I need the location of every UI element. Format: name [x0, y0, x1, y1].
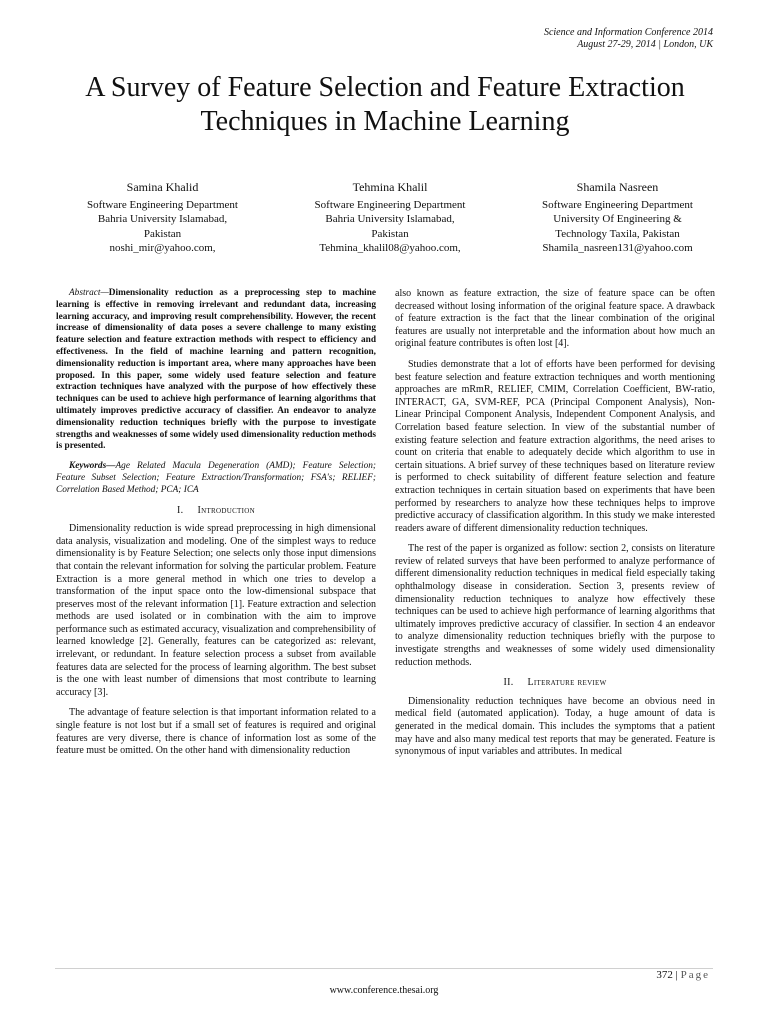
author-email: noshi_mir@yahoo.com, — [109, 242, 216, 254]
abstract — [56, 288, 376, 453]
body-paragraph: The advantage of feature selection is that important information related to a single feature is not lost but if a small set of features is required and original features are very diverse, there is chance of information lost as some of the feature must be omitted. On the other hand with dimensionality reduction — [56, 707, 376, 757]
author-department: Software Engineering Department — [87, 198, 238, 211]
author-affiliation: Pakistan — [143, 227, 182, 240]
keywords-body: Age Related Macula Degeneration (AMD); Feature Selection; Feature Subset Selection; Feature Extraction/Transformation; FSA's; RELIEF; Correlation Based Method; PCA; ICA — [56, 461, 376, 495]
conference-date-location: August 27-29, 2014 | London, UK — [577, 39, 713, 50]
abstract-lead: Abstract— — [69, 288, 109, 298]
footer-url: www.conference.thesai.org — [329, 985, 439, 996]
author-name: Tehmina Khalil — [352, 180, 428, 194]
page-number — [656, 969, 710, 981]
author-name: Samina Khalid — [126, 180, 199, 194]
page-number-separator: | — [675, 969, 678, 981]
body-paragraph: Dimensionality reduction techniques have become an obvious need in medical field (automated application). Today, a huge amount of data is generated in the medical domain. This includes the symptoms that a patient may have and also many medical test reports that may be generated. Feature is synonymous of input variables and attributes. In medical — [395, 695, 715, 758]
left-column — [56, 288, 376, 766]
author-department: Software Engineering Department — [314, 198, 466, 211]
conference-header — [544, 27, 713, 51]
author-block — [505, 180, 730, 256]
author-department: Software Engineering Department — [542, 198, 693, 211]
section-title: Introduction — [197, 504, 255, 516]
page-word: Page — [680, 969, 710, 981]
page-number-value: 372 — [656, 969, 673, 981]
author-email: Tehmina_khalil08@yahoo.com, — [319, 242, 461, 254]
author-list — [50, 180, 730, 256]
author-affiliation: University Of Engineering & — [553, 213, 682, 225]
author-block — [50, 180, 275, 256]
body-paragraph: The rest of the paper is organized as follow: section 2, consists on literature review of related surveys that have been performed to analyze performance of different dimensionality reduction techniques in medical field especially taking ophthalmology disease in consideration. Section 3, presents review of dimensionality reduction techniques to analyze how effectively these techniques can be used to achieve high performance of learning algorithms that ultimately improves predictive accuracy of classifier. In section 4 an endeavor to analyze dimensionality reduction techniques briefly with the purpose to investigate strengths and weaknesses of some widely used dimensionality reduction methods. — [395, 543, 715, 668]
keywords — [56, 461, 376, 496]
author-name: Shamila Nasreen — [576, 180, 659, 194]
author-block — [278, 180, 503, 256]
body-paragraph: also known as feature extraction, the size of feature space can be often decreased without losing information of the original feature space. A drawback of feature extraction is the fact that the linear combination of the original features are usually not interpretable and the information about how much an original feature contributes is often lost [4]. — [395, 288, 715, 350]
body-paragraph: Dimensionality reduction is wide spread preprocessing in high dimensional data analysis, visualization and modeling. One of the simplest ways to reduce dimensionality is by Feature Selection; one selects only those input dimensions that contain the relevant information for solving the particular problem. Feature Extraction is a more general method in which one tries to develop a transformation of the input space onto the low-dimensional subspace that preserves most of the relevant information [1]. Feature extraction and selection methods are used isolated or in combination with the aim to improve performance such as estimated accuracy, visualization and comprehensibility of learned knowledge [2]. Generally, features can be categorized as: relevant, irrelevant, or redundant. In feature selection process a subset from available features data are selected for the process of learning algorithm. The best subset is the one with least number of dimensions that most contribute to learning accuracy [3]. — [56, 523, 376, 698]
abstract-body: Dimensionality reduction as a preprocessing step to machine learning is effective in removing irrelevant and redundant data, increasing learning accuracy, and improving result comprehensibility. However, the recent increase of dimensionality of data poses a severe challenge to many existing feature selection and feature extraction methods with respect to efficiency and effectiveness. In the field of machine learning and pattern recognition, dimensionality reduction is important area, where many approaches have been proposed. In this paper, some widely used feature selection and feature extraction techniques have analyzed with the purpose of how effectively these techniques can be used to achieve high performance of learning algorithms that ultimately improves predictive accuracy of classifier. An endeavor to analyze dimensionality reduction techniques briefly with the purpose to investigate strengths and weaknesses of some widely used dimensionality reduction methods is presented. — [56, 288, 376, 452]
conference-name: Science and Information Conference 2014 — [543, 27, 713, 38]
author-affiliation: Pakistan — [371, 227, 409, 240]
paper-title-line-2: Techniques in Machine Learning — [200, 106, 570, 137]
author-affiliation: Bahria University Islamabad, — [97, 213, 228, 225]
section-number: I. — [177, 504, 184, 516]
section-heading-literature-review — [395, 677, 715, 690]
body-paragraph: Studies demonstrate that a lot of efforts have been performed for devising best feature selection and feature extraction techniques and worth mentioning approaches are mRmR, RELIEF, CMIM, Correlation Coefficient, BW-ratio, INTERACT, GA, SVM-REF, PCA (Principal Component Analysis), Non-Linear Principal Component Analysis, Independent Component Analysis, and Correlation based feature selection. In view of the substantial number of existing feature selection and feature extraction algorithms, the need arises to count on criteria that enable to adequately decide which algorithm to use in certain situations. A brief survey of these techniques based on literature review is performed to check suitability of different feature selection and feature extraction techniques in certain situation based on experiments that have been performed by researchers to analyze how these techniques helps to improve predictive accuracy of classification algorithm. In this study we make interested readers aware of different dimensionality reduction techniques. — [395, 358, 715, 534]
section-title: Literature review — [527, 677, 607, 689]
paper-title-line-1: A Survey of Feature Selection and Feature Extraction — [85, 72, 685, 103]
keywords-lead: Keywords— — [69, 461, 116, 472]
section-heading-introduction — [56, 505, 376, 518]
right-column — [395, 288, 715, 767]
author-email: Shamila_nasreen131@yahoo.com — [542, 242, 693, 254]
paper-title — [40, 71, 730, 139]
section-number: II. — [503, 677, 514, 689]
author-affiliation: Bahria University Islamabad, — [325, 213, 455, 225]
footer-divider — [55, 968, 713, 969]
author-affiliation: Technology Taxila, Pakistan — [555, 227, 680, 240]
